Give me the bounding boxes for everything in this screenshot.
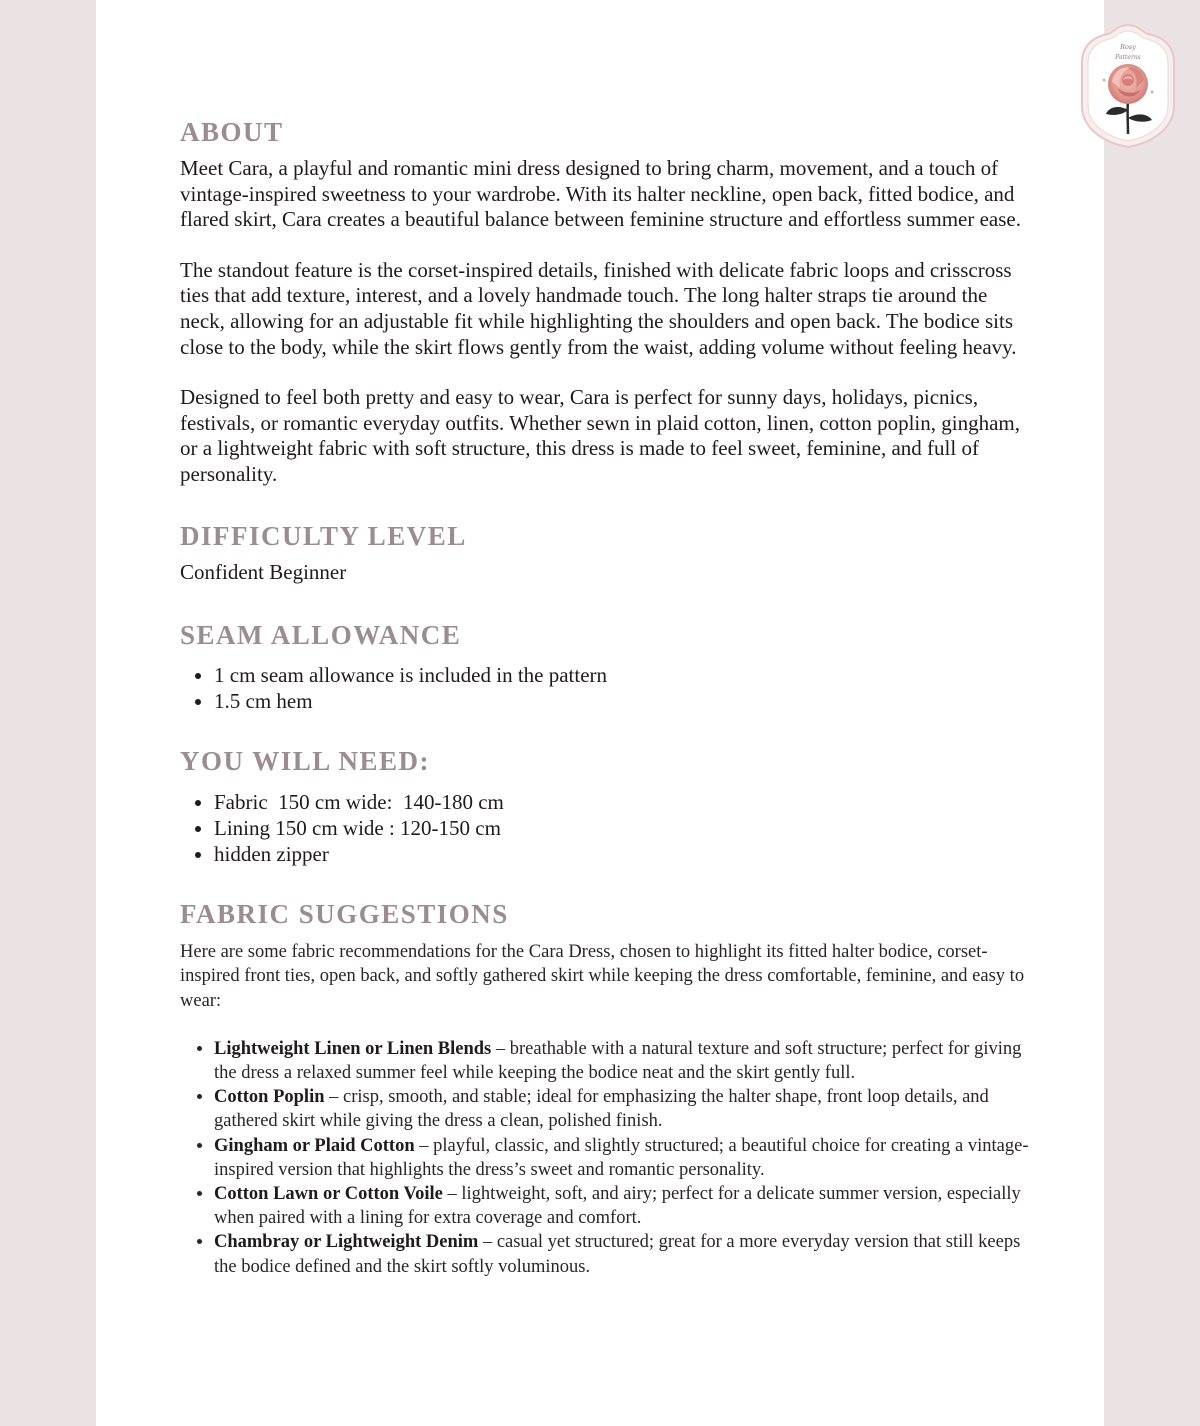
difficulty-value: Confident Beginner [180, 559, 347, 584]
seam-allowance-section [180, 615, 1030, 714]
fabric-description: – breathable with a natural texture and soft structure; perfect for giving the dress a relaxed summer feel while keeping the bodice neat and the skirt gently full. [214, 1038, 1022, 1083]
fabric-item [214, 1182, 1030, 1230]
fabric-term: Cotton Lawn or Cotton Voile [214, 1183, 443, 1204]
fabric-description: – lightweight, soft, and airy; perfect for a delicate summer version, especially when paired with a lining for extra coverage and comfort. [214, 1183, 1021, 1229]
fabric-suggestions-section [180, 894, 1030, 1279]
difficulty-section [180, 516, 1030, 586]
difficulty-heading: DIFFICULTY LEVEL [180, 520, 467, 551]
fabric-suggestions-intro: Here are some fabric recommendations for the Cara Dress, chosen to highlight its fitted halter bodice, corset-inspired front ties, open back, and softly gathered skirt while keeping the dress comfortable, feminine, and easy to wear: [180, 942, 1025, 1011]
fabric-item [214, 1037, 1030, 1085]
logo-text-line2: Patterns [1115, 54, 1141, 61]
list-item: • Fabric 150 cm wide: 140-180 cm [214, 790, 1030, 816]
seam-allowance-list [180, 663, 1030, 714]
list-item: • 1.5 cm hem [214, 689, 1030, 715]
fabric-description: – casual yet structured; great for a more everyday version that still keeps the bodice defined and the skirt softly voluminous. [214, 1232, 1021, 1277]
you-will-need-list [180, 790, 1030, 867]
fabric-description: – crisp, smooth, and stable; ideal for emphasizing the halter shape, front loop details, and gathered skirt while giving the dress a clean, polished finish. [214, 1087, 989, 1132]
you-will-need-section [180, 741, 1030, 867]
seam-allowance-heading: SEAM ALLOWANCE [180, 620, 462, 651]
document-content [180, 112, 1030, 1279]
about-heading: ABOUT [180, 117, 284, 147]
fabric-term: Lightweight Linen or Linen Blends [214, 1038, 492, 1059]
list-item: • hidden zipper [214, 842, 1030, 868]
logo-text-line1: Rosy [1120, 43, 1136, 51]
fabric-description: – playful, classic, and slightly structured; a beautiful choice for creating a vintage-inspired version that highlights the dress’s sweet and romantic personality. [214, 1135, 1029, 1180]
about-paragraph: Meet Cara, a playful and romantic mini dress designed to bring charm, movement, and a touch of vintage-inspired sweetness to your wardrobe. With its halter neckline, open back, fitted bodice, and flared skirt, Cara creates a beautiful balance between feminine structure and effortless summer ease. [180, 156, 1021, 232]
list-item: • Lining 150 cm wide : 120-150 cm [214, 816, 1030, 842]
fabric-term: Chambray or Lightweight Denim [214, 1232, 479, 1253]
list-item: • 1 cm seam allowance is included in the pattern [214, 663, 1030, 689]
fabric-term: Gingham or Plaid Cotton [214, 1135, 415, 1156]
you-will-need-heading: YOU WILL NEED: [180, 746, 431, 777]
fabric-item [214, 1085, 1030, 1133]
fabric-item [214, 1134, 1030, 1182]
about-paragraph: Designed to feel both pretty and easy to wear, Cara is perfect for sunny days, holidays, picnics, festivals, or romantic everyday outfits. Whether sewn in plaid cotton, linen, cotton poplin, gingham, or a lightweight fabric with soft structure, this dress is made to feel sweet, feminine, and full of personality. [180, 385, 1021, 486]
about-paragraph: The standout feature is the corset-inspired details, finished with delicate fabric loops and crisscross ties that add texture, interest, and a lovely handmade touch. The long halter straps tie around the neck, allowing for an adjustable fit while highlighting the shoulders and open back. The bodice sits close to the body, while the skirt flows gently from the waist, adding volume without feeling heavy. [180, 257, 1017, 359]
fabric-suggestions-heading: FABRIC SUGGESTIONS [180, 899, 509, 930]
fabric-suggestions-list [180, 1037, 1030, 1279]
fabric-term: Cotton Poplin [214, 1087, 325, 1108]
about-section [180, 112, 1030, 488]
fabric-item [214, 1230, 1030, 1278]
brand-logo [1078, 22, 1178, 150]
